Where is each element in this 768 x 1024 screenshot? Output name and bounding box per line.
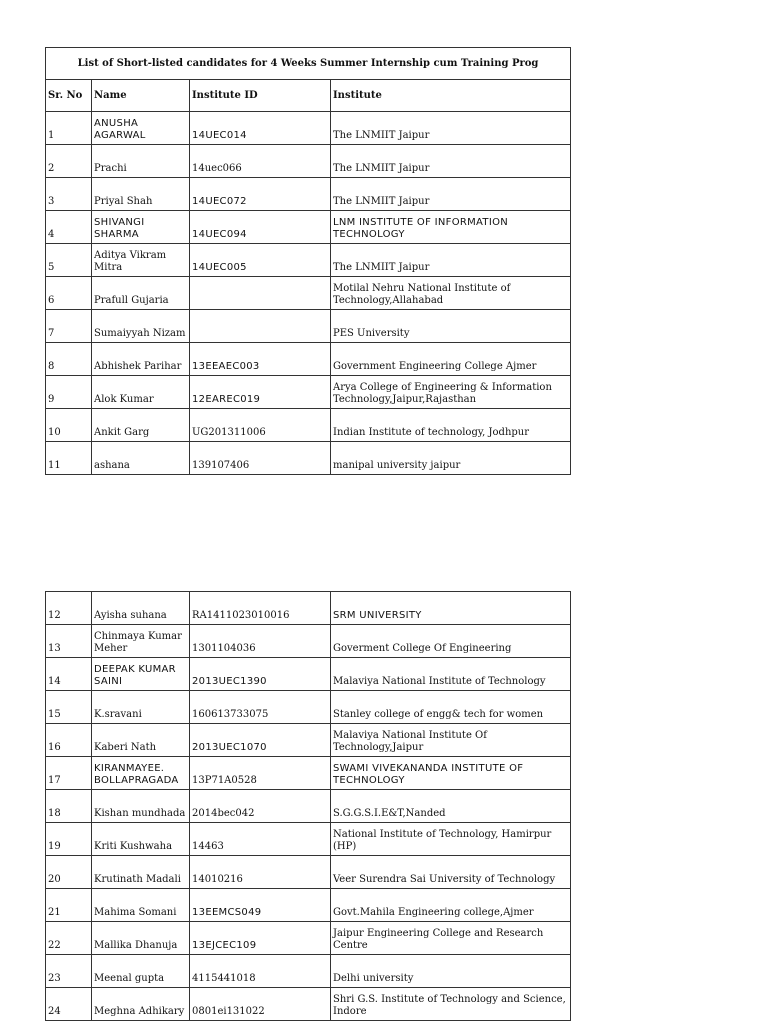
cell-name: Meghna Adhikary — [92, 988, 190, 1021]
cell-institute: The LNMIIT Jaipur — [331, 244, 571, 277]
cell-institute: Govt.Mahila Engineering college,Ajmer — [331, 889, 571, 922]
table-2-body — [46, 592, 571, 1021]
table-row — [46, 112, 571, 145]
table-row — [46, 178, 571, 211]
cell-sr-no: 4 — [46, 211, 92, 244]
cell-institute: Delhi university — [331, 955, 571, 988]
header-institute: Institute — [331, 80, 571, 112]
cell-name: SHIVANGI SHARMA — [92, 211, 190, 244]
cell-sr-no: 1 — [46, 112, 92, 145]
cell-institute-id: 14010216 — [190, 856, 331, 889]
header-name: Name — [92, 80, 190, 112]
cell-name: Prachi — [92, 145, 190, 178]
cell-institute: manipal university jaipur — [331, 442, 571, 475]
cell-sr-no: 6 — [46, 277, 92, 310]
table-row — [46, 625, 571, 658]
cell-sr-no: 16 — [46, 724, 92, 757]
table-title: List of Short-listed candidates for 4 Weeks Summer Internship cum Training Prog — [46, 48, 571, 80]
cell-sr-no: 12 — [46, 592, 92, 625]
cell-sr-no: 22 — [46, 922, 92, 955]
table-row — [46, 343, 571, 376]
cell-sr-no: 19 — [46, 823, 92, 856]
cell-institute: National Institute of Technology, Hamirpur (HP) — [331, 823, 571, 856]
cell-name: K.sravani — [92, 691, 190, 724]
cell-sr-no: 2 — [46, 145, 92, 178]
table-row — [46, 856, 571, 889]
cell-institute-id: 14UEC014 — [190, 112, 331, 145]
cell-institute: SRM UNIVERSITY — [331, 592, 571, 625]
cell-institute: Arya College of Engineering & Information Technology,Jaipur,Rajasthan — [331, 376, 571, 409]
cell-institute: SWAMI VIVEKANANDA INSTITUTE OF TECHNOLOGY — [331, 757, 571, 790]
cell-institute: Veer Surendra Sai University of Technology — [331, 856, 571, 889]
cell-institute: The LNMIIT Jaipur — [331, 112, 571, 145]
table-row — [46, 310, 571, 343]
cell-sr-no: 11 — [46, 442, 92, 475]
cell-institute-id: 14463 — [190, 823, 331, 856]
cell-name: ashana — [92, 442, 190, 475]
cell-institute: Indian Institute of technology, Jodhpur — [331, 409, 571, 442]
cell-institute-id: 0801ei131022 — [190, 988, 331, 1021]
cell-institute: The LNMIIT Jaipur — [331, 178, 571, 211]
cell-name: Kriti Kushwaha — [92, 823, 190, 856]
cell-sr-no: 8 — [46, 343, 92, 376]
cell-institute-id: 14uec066 — [190, 145, 331, 178]
cell-institute-id: 14UEC005 — [190, 244, 331, 277]
table-row — [46, 955, 571, 988]
cell-institute: Jaipur Engineering College and Research Centre — [331, 922, 571, 955]
cell-name: Alok Kumar — [92, 376, 190, 409]
table-row — [46, 442, 571, 475]
cell-institute-id: 160613733075 — [190, 691, 331, 724]
cell-name: Krutinath Madali — [92, 856, 190, 889]
cell-institute: Goverment College Of Engineering — [331, 625, 571, 658]
cell-sr-no: 18 — [46, 790, 92, 823]
cell-name: Sumaiyyah Nizam — [92, 310, 190, 343]
cell-name: ANUSHA AGARWAL — [92, 112, 190, 145]
table-row — [46, 790, 571, 823]
cell-institute-id: 13EJCEC109 — [190, 922, 331, 955]
cell-name: Kishan mundhada — [92, 790, 190, 823]
table-row — [46, 823, 571, 856]
cell-name: KIRANMAYEE. BOLLAPRAGADA — [92, 757, 190, 790]
cell-institute-id: 14UEC094 — [190, 211, 331, 244]
cell-institute: Malaviya National Institute Of Technology,Jaipur — [331, 724, 571, 757]
table-row — [46, 244, 571, 277]
candidates-table-1 — [45, 47, 571, 475]
cell-sr-no: 15 — [46, 691, 92, 724]
table-row — [46, 724, 571, 757]
cell-institute-id: 4115441018 — [190, 955, 331, 988]
cell-institute: Government Engineering College Ajmer — [331, 343, 571, 376]
table-row — [46, 145, 571, 178]
table-row — [46, 889, 571, 922]
cell-sr-no: 14 — [46, 658, 92, 691]
cell-name: Ankit Garg — [92, 409, 190, 442]
table-row — [46, 409, 571, 442]
cell-name: Chinmaya Kumar Meher — [92, 625, 190, 658]
cell-sr-no: 13 — [46, 625, 92, 658]
cell-institute-id — [190, 310, 331, 343]
cell-sr-no: 10 — [46, 409, 92, 442]
table-row — [46, 211, 571, 244]
cell-sr-no: 5 — [46, 244, 92, 277]
cell-institute-id — [190, 277, 331, 310]
cell-sr-no: 24 — [46, 988, 92, 1021]
cell-institute: Stanley college of engg& tech for women — [331, 691, 571, 724]
header-sr-no: Sr. No — [46, 80, 92, 112]
cell-institute: LNM INSTITUTE OF INFORMATION TECHNOLOGY — [331, 211, 571, 244]
cell-name: Ayisha suhana — [92, 592, 190, 625]
cell-institute: PES University — [331, 310, 571, 343]
cell-institute-id: 1301104036 — [190, 625, 331, 658]
cell-name: Meenal gupta — [92, 955, 190, 988]
table-row — [46, 691, 571, 724]
candidates-table-2 — [45, 591, 571, 1021]
cell-sr-no: 17 — [46, 757, 92, 790]
cell-sr-no: 3 — [46, 178, 92, 211]
cell-institute-id: 13EEAEC003 — [190, 343, 331, 376]
cell-institute-id: 13EEMCS049 — [190, 889, 331, 922]
cell-name: Mallika Dhanuja — [92, 922, 190, 955]
cell-institute-id: 2013UEC1390 — [190, 658, 331, 691]
header-institute-id: Institute ID — [190, 80, 331, 112]
table-row — [46, 658, 571, 691]
cell-name: Priyal Shah — [92, 178, 190, 211]
cell-institute-id: 14UEC072 — [190, 178, 331, 211]
cell-institute-id: 2013UEC1070 — [190, 724, 331, 757]
cell-institute-id: RA1411023010016 — [190, 592, 331, 625]
table-row — [46, 922, 571, 955]
table-row — [46, 277, 571, 310]
cell-name: Mahima Somani — [92, 889, 190, 922]
table-row — [46, 757, 571, 790]
table-row — [46, 376, 571, 409]
cell-institute: Motilal Nehru National Institute of Technology,Allahabad — [331, 277, 571, 310]
cell-name: Aditya Vikram Mitra — [92, 244, 190, 277]
cell-institute: Shri G.S. Institute of Technology and Science, Indore — [331, 988, 571, 1021]
cell-sr-no: 7 — [46, 310, 92, 343]
table-row — [46, 988, 571, 1021]
cell-sr-no: 23 — [46, 955, 92, 988]
table-1-body — [46, 112, 571, 475]
cell-name: Prafull Gujaria — [92, 277, 190, 310]
cell-institute-id: 139107406 — [190, 442, 331, 475]
cell-name: DEEPAK KUMAR SAINI — [92, 658, 190, 691]
cell-name: Abhishek Parihar — [92, 343, 190, 376]
cell-sr-no: 9 — [46, 376, 92, 409]
cell-institute: S.G.G.S.I.E&T,Nanded — [331, 790, 571, 823]
cell-sr-no: 20 — [46, 856, 92, 889]
header-row — [46, 80, 571, 112]
cell-institute-id: 2014bec042 — [190, 790, 331, 823]
cell-name: Kaberi Nath — [92, 724, 190, 757]
cell-institute-id: 13P71A0528 — [190, 757, 331, 790]
cell-institute-id: UG201311006 — [190, 409, 331, 442]
cell-institute: The LNMIIT Jaipur — [331, 145, 571, 178]
cell-institute: Malaviya National Institute of Technology — [331, 658, 571, 691]
table-row — [46, 592, 571, 625]
cell-sr-no: 21 — [46, 889, 92, 922]
cell-institute-id: 12EAREC019 — [190, 376, 331, 409]
